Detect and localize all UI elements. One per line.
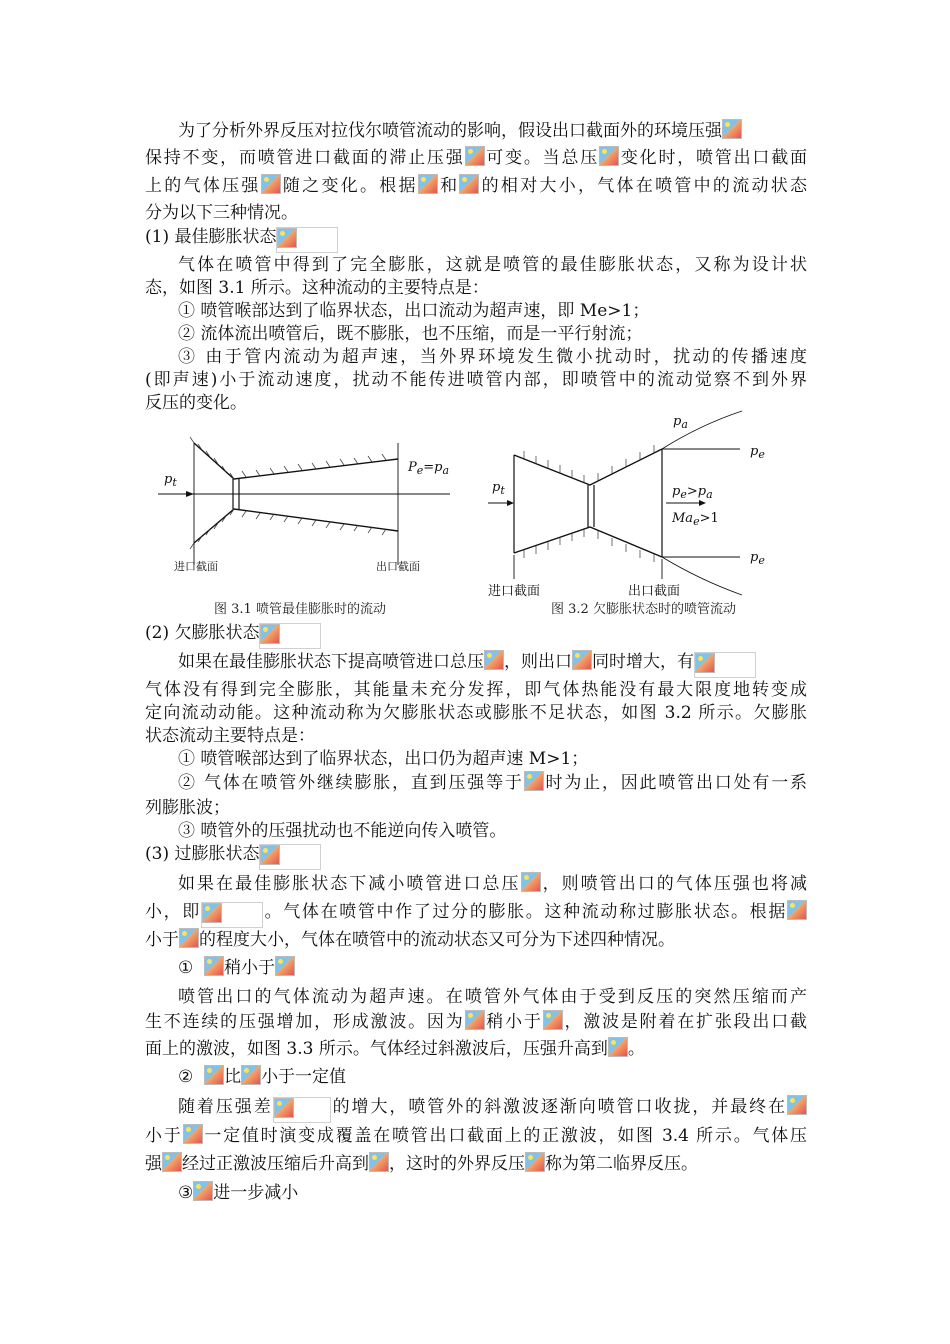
list-item: ① 喷管喉部达到了临界状态，出口流动为超声速，即 Me>1； [178, 301, 650, 321]
figure-caption: 图 3.1 喷管最佳膨胀时的流动 [214, 602, 386, 617]
label-pe-gt-pa: $p_e>p_a$ [672, 484, 713, 501]
paragraph-line [145, 1010, 807, 1034]
formula-box [259, 623, 321, 649]
formula-image-icon [521, 872, 541, 892]
text: ，这时的外界反压 [389, 1154, 525, 1174]
formula-box [201, 902, 263, 928]
section-title: (1) 最佳膨胀状态 [145, 227, 277, 247]
formula-image-icon [261, 174, 281, 194]
formula-image-icon [599, 146, 619, 166]
paragraph-line: 气体没有得到完全膨胀，其能量未充分发挥，即气体热能没有最大限度地转变成 [145, 680, 807, 700]
formula-image-icon [465, 146, 485, 166]
label-mae: $Ma_e>1$ [672, 511, 719, 528]
formula-box [694, 652, 756, 678]
text: ③ [178, 1183, 194, 1203]
formula-image-icon [722, 119, 742, 139]
list-item: ③ 喷管外的压强扰动也不能逆向传入喷管。 [178, 821, 507, 841]
formula-image-icon [260, 624, 280, 644]
formula-image-icon [202, 903, 222, 923]
formula-image-icon [204, 956, 224, 976]
label-outlet: 出口截面 [376, 560, 420, 573]
text: 生不连续的压强增加，形成激波。因为 [145, 1012, 465, 1032]
text: ，则出口 [504, 652, 572, 672]
text: 的程度大小，气体在喷管中的流动状态又可分为下述四种情况。 [199, 930, 675, 950]
list-item [178, 956, 807, 980]
formula-image-icon [484, 650, 504, 670]
formula-image-icon [183, 1124, 203, 1144]
paragraph-line: 喷管出口的气体流动为超声速。在喷管外气体由于受到反压的突然压缩而产 [178, 987, 807, 1007]
text: 小于 [145, 930, 179, 950]
formula-image-icon [179, 928, 199, 948]
nozzle-upper-wall [194, 443, 398, 479]
text: ② 气体在喷管外继续膨胀，直到压强等于 [178, 773, 524, 793]
text: 小于 [145, 1126, 183, 1146]
formula-box [273, 1097, 331, 1123]
text: 一定值时演变成覆盖在喷管出口截面上的正激波，如图 3.4 所示。气体压 [202, 1126, 808, 1146]
text: 经过正激波压缩后升高到 [182, 1154, 369, 1174]
formula-image-icon [465, 1010, 485, 1030]
formula-image-icon [787, 1095, 807, 1115]
label-pa: $p_a$ [673, 414, 688, 431]
text: 时为止，因此喷管出口处有一系 [543, 773, 808, 793]
text: 如果在最佳膨胀状态下减小喷管进口总压 [178, 874, 521, 894]
text: 强 [145, 1154, 162, 1174]
text: 稍小于 [484, 1012, 543, 1032]
text: 小，即 [145, 902, 201, 922]
section-heading [145, 621, 807, 649]
formula-image-icon [275, 956, 295, 976]
text: ，则喷管出口的气体压强也将减 [540, 874, 807, 894]
paragraph-line: 反压的变化。 [145, 393, 247, 413]
formula-image-icon [418, 174, 438, 194]
text: ② [178, 1067, 194, 1087]
formula-image-icon [524, 771, 544, 791]
paragraph-line [145, 1037, 807, 1061]
formula-image-icon [369, 1152, 389, 1172]
section-heading [145, 842, 807, 870]
paragraph-line [145, 1152, 807, 1176]
list-item [178, 1181, 807, 1205]
label-inlet: 进口截面 [174, 560, 218, 573]
label-pt: $p_t$ [164, 472, 177, 489]
text: 如果在最佳膨胀状态下提高喷管进口总压 [178, 652, 484, 672]
label-outlet: 出口截面 [628, 584, 681, 599]
list-item: ② 流体流出喷管后，既不膨胀，也不压缩，而是一平行射流； [178, 324, 643, 344]
paragraph-line [178, 872, 807, 896]
text: 。 [627, 1039, 645, 1059]
label-pe-bottom: $p_e$ [750, 550, 765, 567]
formula-image-icon [162, 1152, 182, 1172]
text: ，激波是附着在扩张段出口截 [562, 1012, 808, 1032]
formula-image-icon [193, 1181, 213, 1201]
text: 稍小于 [224, 958, 276, 978]
figure-nozzle-underexpanded [480, 405, 800, 605]
paragraph-line: 列膨胀波； [145, 798, 230, 818]
text: ① [178, 958, 194, 978]
wall-hatching-lower [190, 509, 386, 549]
text: 和 [437, 176, 460, 196]
formula-image-icon [277, 228, 297, 248]
text: 上的气体压强 [145, 176, 261, 196]
formula-image-icon [204, 1065, 224, 1085]
paragraph-line [178, 119, 807, 143]
text: 变化时，喷管出口截面 [619, 148, 808, 168]
text: 可变。当总压 [484, 148, 600, 168]
list-item: ① 喷管喉部达到了临界状态，出口仍为超声速 M>1； [178, 749, 589, 769]
list-item [178, 771, 807, 795]
text: 保持不变，而喷管进口截面的滞止压强 [145, 148, 465, 168]
text: 。气体在喷管中作了过分的膨胀。这种流动称过膨胀状态。根据 [262, 902, 787, 922]
text: 随着压强差 [178, 1097, 273, 1117]
text: 同时增大，有 [592, 652, 694, 672]
text: 的相对大小，气体在喷管中的流动状态 [479, 176, 808, 196]
formula-box [276, 227, 338, 253]
label-pe-eq-pa: $P_e=p_a$ [408, 460, 450, 477]
text: 小于一定值 [261, 1067, 347, 1087]
list-item: ③ 由于管内流动为超声速，当外界环境发生微小扰动时，扰动的传播速度 [178, 347, 807, 367]
figure-nozzle-optimum [150, 425, 470, 585]
nozzle-lower-wall [194, 509, 398, 543]
text: 称为第二临界反压。 [545, 1154, 698, 1174]
paragraph-line [178, 1095, 807, 1123]
paragraph-line [145, 174, 807, 198]
paragraph-line: (即声速)小于流动速度，扰动不能传进喷管内部，即喷管中的流动觉察不到外界 [145, 370, 807, 390]
paragraph-line: 态，如图 3.1 所示。这种流动的主要特点是： [145, 278, 489, 298]
formula-image-icon [525, 1152, 545, 1172]
formula-image-icon [787, 900, 807, 920]
text: 比 [224, 1067, 242, 1087]
paragraph-line: 定向流动动能。这种流动称为欠膨胀状态或膨胀不足状态，如图 3.2 所示。欠膨胀 [145, 703, 807, 723]
formula-image-icon [543, 1010, 563, 1030]
formula-image-icon [274, 1098, 294, 1118]
formula-image-icon [572, 650, 592, 670]
formula-image-icon [608, 1037, 628, 1057]
paragraph-line [178, 650, 807, 678]
paragraph-line: 气体在喷管中得到了完全膨胀，这就是喷管的最佳膨胀状态，又称为设计状 [178, 255, 807, 275]
formula-image-icon [695, 653, 715, 673]
text: 进一步减小 [213, 1183, 299, 1203]
paragraph-line [145, 928, 807, 952]
paragraph-line [145, 146, 807, 170]
formula-image-icon [459, 174, 479, 194]
figure-caption: 图 3.2 欠膨胀状态时的喷管流动 [551, 602, 736, 617]
text: 面上的激波，如图 3.3 所示。气体经过斜激波后，压强升高到 [145, 1039, 608, 1059]
formula-box [259, 844, 321, 870]
text: 随之变化。根据 [280, 176, 418, 196]
paragraph-line: 状态流动主要特点是： [145, 726, 315, 746]
paragraph-line [145, 900, 807, 928]
formula-image-icon [241, 1065, 261, 1085]
formula-image-icon [260, 845, 280, 865]
list-item [178, 1065, 807, 1089]
paragraph-line [145, 1124, 807, 1148]
label-pt: $p_t$ [492, 480, 505, 497]
text: 的增大，喷管外的斜激波逐渐向喷管口收拢，并最终在 [330, 1097, 788, 1117]
section-heading [145, 225, 807, 253]
section-title: (3) 过膨胀状态 [145, 844, 260, 864]
paragraph-line: 分为以下三种情况。 [145, 203, 298, 223]
label-pe-top: $p_e$ [750, 444, 765, 461]
text: 为了分析外界反压对拉伐尔喷管流动的影响，假设出口截面外的环境压强 [178, 121, 722, 141]
section-title: (2) 欠膨胀状态 [145, 623, 260, 643]
label-inlet: 进口截面 [488, 584, 541, 599]
